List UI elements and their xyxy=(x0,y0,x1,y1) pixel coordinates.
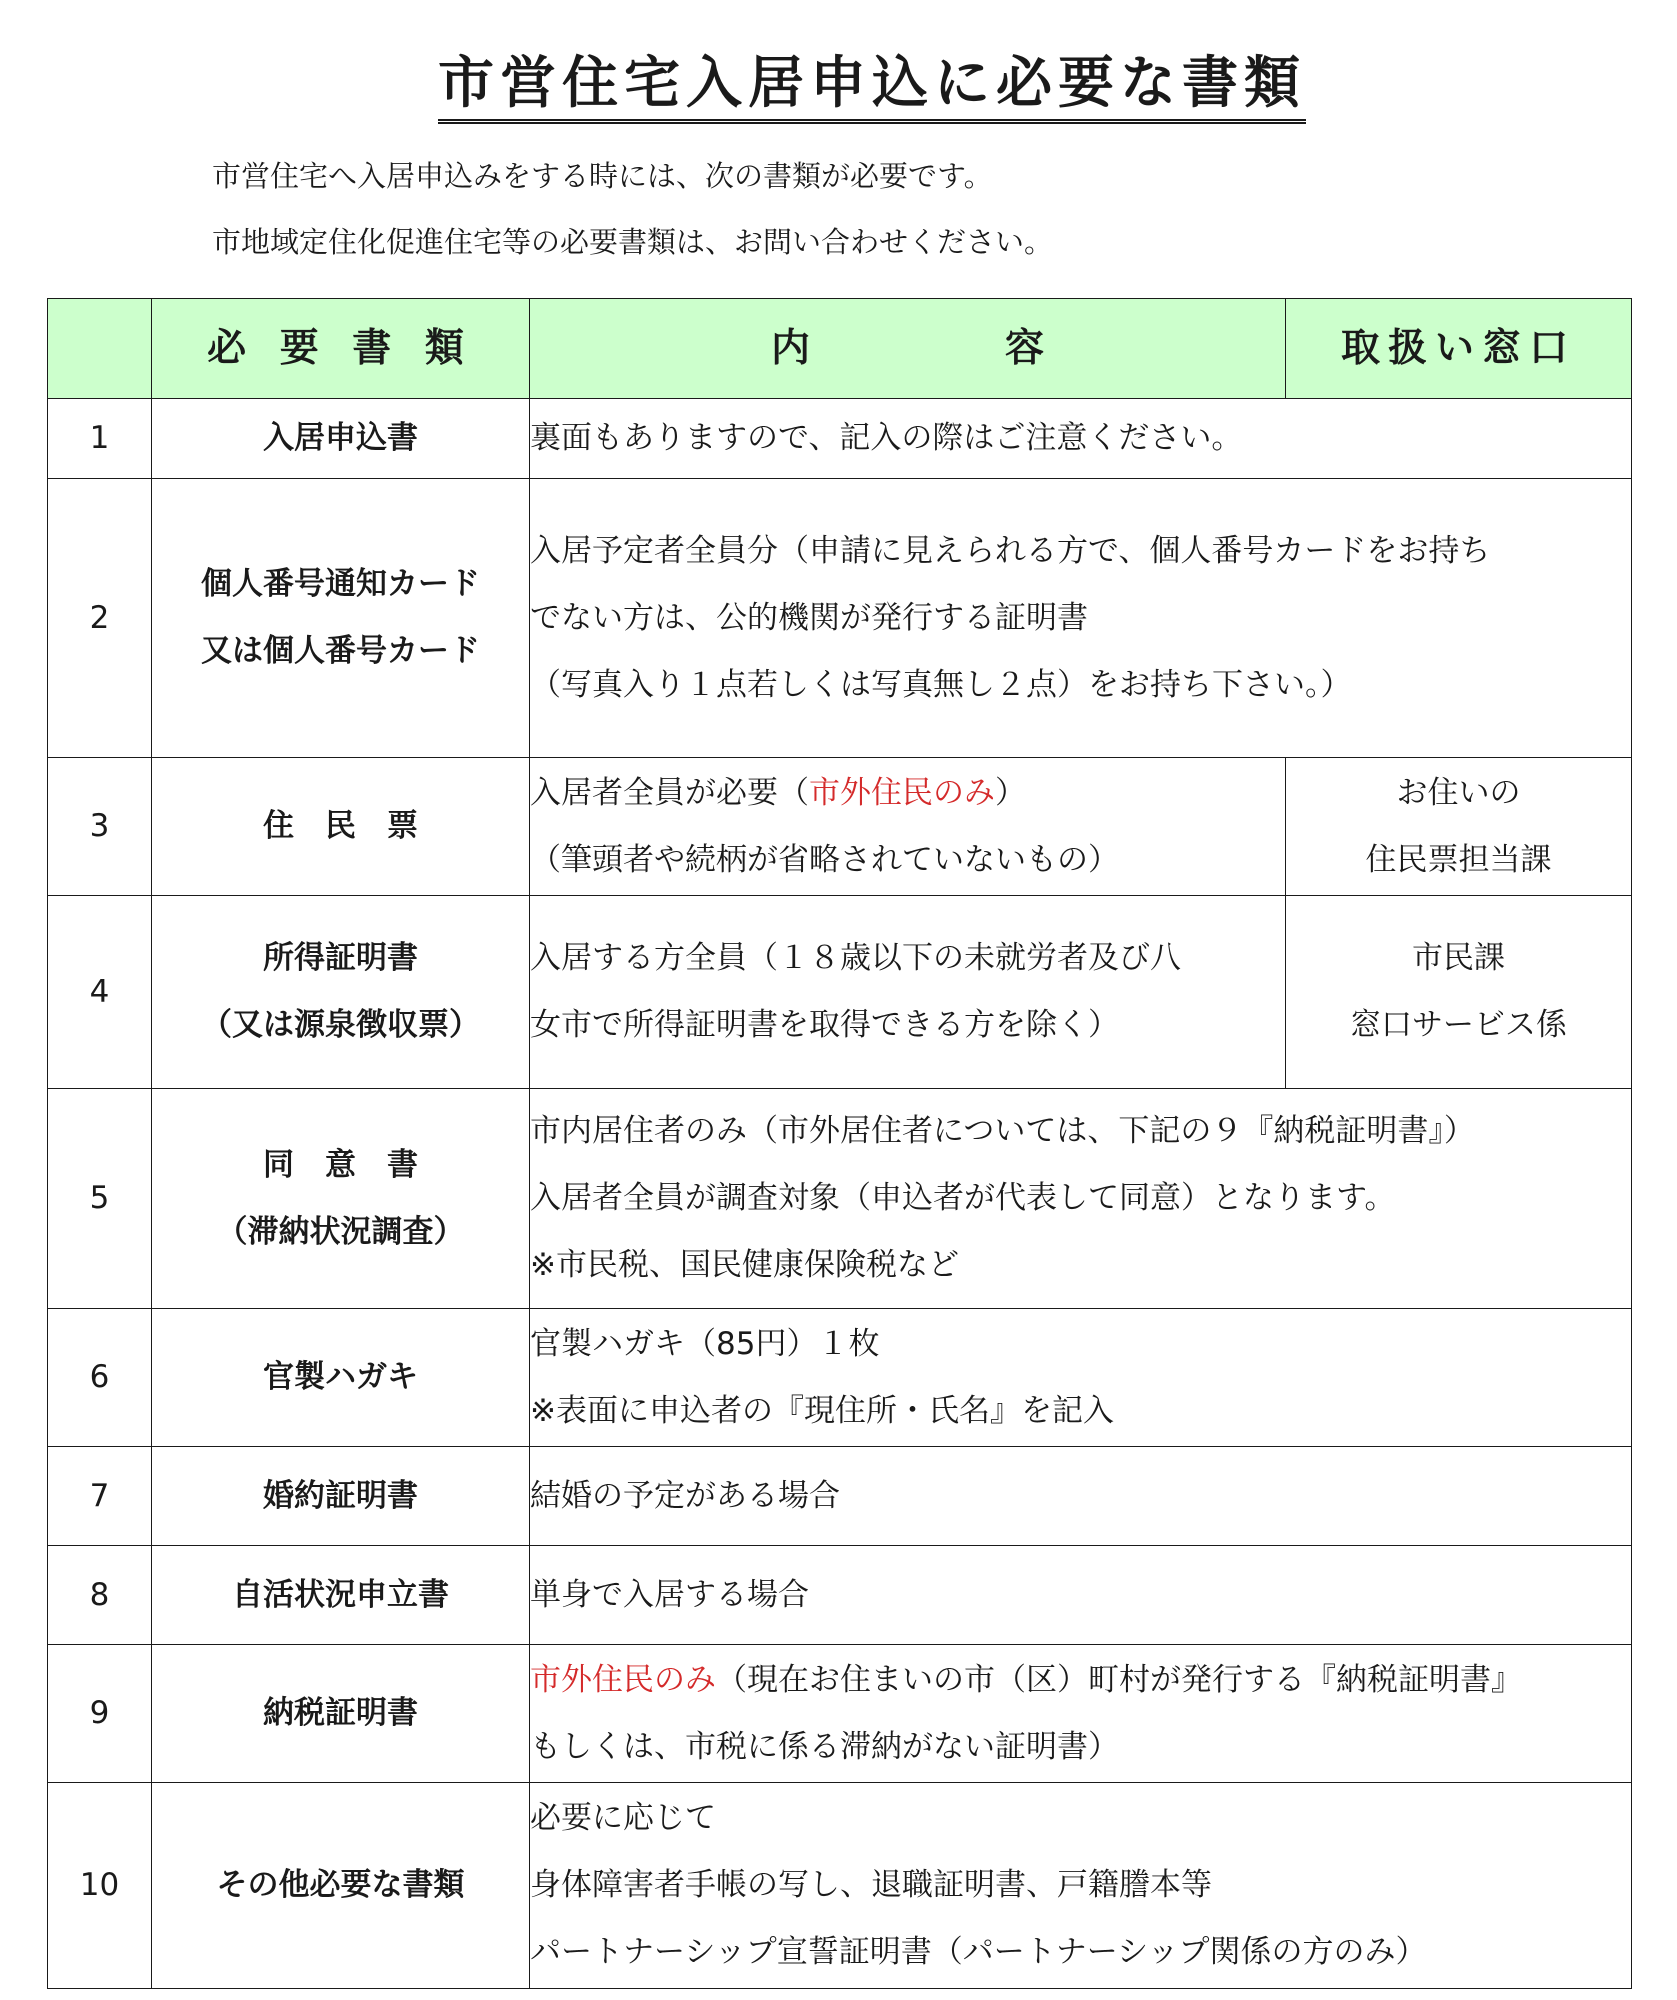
header-office: 取扱い窓口 xyxy=(1286,299,1632,399)
table-row xyxy=(48,1447,1632,1546)
table-row xyxy=(48,1309,1632,1447)
row-number: 1 xyxy=(48,399,152,479)
office-cell: 市民課 窓口サービス係 xyxy=(1286,896,1632,1089)
table-row xyxy=(48,479,1632,758)
table-header-row xyxy=(48,299,1632,399)
document-name: 納税証明書 xyxy=(152,1645,530,1783)
document-content: 結婚の予定がある場合 xyxy=(530,1447,1632,1546)
required-documents-table xyxy=(47,298,1632,1989)
document-name: 個人番号通知カード 又は個人番号カード xyxy=(152,479,530,758)
table-row xyxy=(48,896,1632,1089)
document-name: 同 意 書 （滞納状況調査） xyxy=(152,1089,530,1309)
document-content: 入居者全員が必要（市外住民のみ） （筆頭者や続柄が省略されていないもの） xyxy=(530,758,1286,896)
document-content: 入居予定者全員分（申請に見えられる方で、個人番号カードをお持ち でない方は、公的機関が発行する証明書 （写真入り１点若しくは写真無し２点）をお持ち下さい。） xyxy=(530,479,1632,758)
row-number: 5 xyxy=(48,1089,152,1309)
document-name: その他必要な書類 xyxy=(152,1783,530,1989)
document-name: 官製ハガキ xyxy=(152,1309,530,1447)
intro-line: 市営住宅へ入居申込みをする時には、次の書類が必要です。 xyxy=(212,159,993,193)
table-row xyxy=(48,1089,1632,1309)
highlight-text: 市外住民のみ xyxy=(530,1661,716,1698)
table-row xyxy=(48,399,1632,479)
document-name: 自活状況申立書 xyxy=(152,1546,530,1645)
row-number: 2 xyxy=(48,479,152,758)
office-cell: お住いの 住民票担当課 xyxy=(1286,758,1632,896)
document-content: 市内居住者のみ（市外居住者については、下記の９『納税証明書』） 入居者全員が調査対象（申込者が代表して同意）となります。 ※市民税、国民健康保険税など xyxy=(530,1089,1632,1309)
document-content: 単身で入居する場合 xyxy=(530,1546,1632,1645)
table-row xyxy=(48,758,1632,896)
table-row xyxy=(48,1546,1632,1645)
row-number: 3 xyxy=(48,758,152,896)
row-number: 10 xyxy=(48,1783,152,1989)
document-content: 官製ハガキ（85円）１枚 ※表面に申込者の『現住所・氏名』を記入 xyxy=(530,1309,1632,1447)
row-number: 8 xyxy=(48,1546,152,1645)
table-row xyxy=(48,1645,1632,1783)
document-content: 入居する方全員（１８歳以下の未就労者及び八 女市で所得証明書を取得できる方を除く） xyxy=(530,896,1286,1089)
page-title: 市営住宅入居申込に必要な書類 xyxy=(0,50,1677,124)
row-number: 9 xyxy=(48,1645,152,1783)
row-number: 7 xyxy=(48,1447,152,1546)
intro-line: 市地域定住化促進住宅等の必要書類は、お問い合わせください。 xyxy=(212,225,1054,259)
header-document: 必 要 書 類 xyxy=(152,299,530,399)
header-number xyxy=(48,299,152,399)
highlight-text: 市外住民のみ xyxy=(809,774,995,811)
document-name: 入居申込書 xyxy=(152,399,530,479)
document-name: 住 民 票 xyxy=(152,758,530,896)
document-content: 裏面もありますので、記入の際はご注意ください。 xyxy=(530,399,1632,479)
document-content: 市外住民のみ（現在お住まいの市（区）町村が発行する『納税証明書』 もしくは、市税に係る滞納がない証明書） xyxy=(530,1645,1632,1783)
row-number: 6 xyxy=(48,1309,152,1447)
row-number: 4 xyxy=(48,896,152,1089)
document-content: 必要に応じて 身体障害者手帳の写し、退職証明書、戸籍謄本等 パートナーシップ宣誓証明書（パートナーシップ関係の方のみ） xyxy=(530,1783,1632,1989)
table-row xyxy=(48,1783,1632,1989)
document-name: 所得証明書 （又は源泉徴収票） xyxy=(152,896,530,1089)
header-content: 内 容 xyxy=(530,299,1286,399)
document-name: 婚約証明書 xyxy=(152,1447,530,1546)
